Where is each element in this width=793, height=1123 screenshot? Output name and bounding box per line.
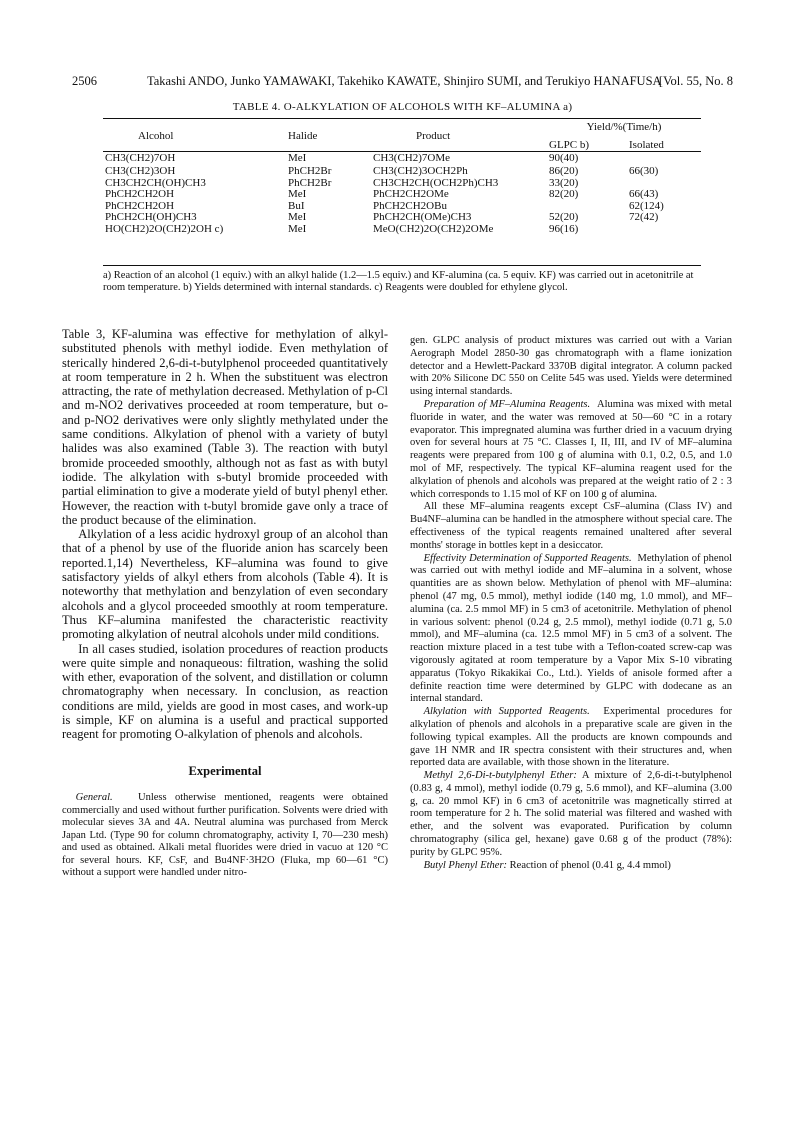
table-footnote: a) Reaction of an alcohol (1 equiv.) with an alkyl halide (1.2—1.5 equiv.) and KF-alumina (ca. 5 equiv. KF) was carried out in acetonitrile at room temperature. b) Yields determined with internal standards. c) Reagents were doubled for ethylene glycol. — [103, 270, 694, 294]
author-line: Takashi ANDO, Junko YAMAWAKI, Takehiko KAWATE, Shinjiro SUMI, and Terukiyo HANAFUSA — [147, 74, 662, 88]
paragraph: gen. GLPC analysis of product mixtures was carried out with a Varian Aerograph Model 2850-30 gas chromatograph with a flame ionization detector and a Hewlett-Packard 3370B digital integrator. A column packed with 20% Silicone DC 550 on Celite 545 was used. Yields were determined using internal standards. — [410, 335, 732, 398]
cell-glpc: 33(20) — [549, 176, 579, 189]
cell-halide: PhCH2Br — [288, 176, 332, 189]
cell-halide: MeI — [288, 222, 307, 235]
paragraph-text: Experimental procedures for alkylation of phenols and alcohols in a preparative scale are given in the following typical examples. All the products are known compounds and gave 1H NMR and IR spectra consistent with their structures and, when reported data are available, with those shown in the literature. — [410, 706, 732, 769]
paragraph-methyl-ether — [410, 770, 732, 860]
cell-product: CH3CH2CH(OCH2Ph)CH3 — [373, 176, 499, 189]
col-header-halide: Halide — [288, 129, 318, 142]
cell-product: CH3(CH2)3OCH2Ph — [373, 165, 468, 177]
table-caption: TABLE 4. O-ALKYLATION OF ALCOHOLS WITH KF–ALUMINA a) — [232, 101, 573, 113]
left-column — [62, 327, 388, 880]
run-in-heading: Preparation of MF–Alumina Reagents. — [423, 398, 591, 410]
paragraph-butyl-ether — [410, 860, 732, 873]
cell-isolated: 72(42) — [629, 211, 659, 224]
cell-glpc: 86(20) — [549, 165, 579, 177]
paragraph-text: Unless otherwise mentioned, reagents were obtained commercially and used without further purification. Solvents were dried with molecular sieves 3A and 4A. Neutral alumina was purchased from Merck Japan Ltd. (Type 90 for column chromatography, activity I, 70—230 mesh) and used as obtained. Alkali metal fluorides were dried in vacuo at 120 °C for several hours. KF, CsF, and Bu4NF·3H2O (Fluka, mp 60—61 °C) without a support were handled under nitro- — [62, 791, 389, 879]
paragraph-text: Reaction of phenol (0.41 g, 4.4 mmol) — [509, 859, 671, 871]
cell-halide: MeI — [288, 152, 307, 164]
table-top-rule — [103, 118, 701, 119]
cell-glpc: 82(20) — [549, 188, 579, 201]
run-in-heading: Butyl Phenyl Ether: — [423, 859, 508, 871]
col-header-glpc: GLPC b) — [549, 139, 590, 152]
cell-alcohol: CH3CH2CH(OH)CH3 — [105, 176, 206, 189]
run-in-heading: Methyl 2,6-Di-t-butylphenyl Ether: — [423, 770, 577, 782]
paragraph-text: A mixture of 2,6-di-t-butylphenol (0.83 g, 4 mmol), methyl iodide (0.79 g, 5.6 mmol), and KF–alumina (3.00 g, ca. 20 mmol KF) in 6 cm3 of acetonitrile was magnetically stirred at room temperature for 2 h. The solid material was filtered and washed with ether, and the solvent was evaporated. Purification by column chromatography (silica gel, hexane) gave 0.68 g of the product (78%): purity by GLPC 95%. — [410, 770, 732, 858]
col-header-yield: Yield/%(Time/h) — [586, 120, 662, 133]
cell-alcohol: CH3(CH2)7OH — [105, 152, 176, 164]
table-row — [103, 166, 701, 178]
right-column — [410, 335, 732, 872]
page-number: 2506 — [72, 74, 97, 88]
cell-isolated — [617, 224, 701, 236]
cell-product: PhCH2CH(OMe)CH3 — [373, 211, 472, 224]
paragraph-effectivity — [410, 553, 732, 707]
cell-product: CH3(CH2)7OMe — [373, 152, 450, 164]
col-header-product: Product — [416, 129, 451, 142]
paragraph-alkylation — [410, 706, 732, 770]
paragraph: Table 3, KF-alumina was effective for methylation of alkyl-substituted phenols with methyl iodide. Even methylation of sterically hindered 2,6-di-t-butylphenol proceeded quantitatively at room temperature in 2 h. When the substituent was electron attracting, the rate of methylation decreased. Methylation of p-Cl and m-NO2 derivatives proceeded at room temperature, but o- and p-NO2 derivatives were only slightly methylated under the same conditions. Alkylation of phenol with a variety of butyl halides was also examined (Table 3). The reaction with butyl bromide proceeded smoothly, although not as fast as with butyl iodide. The alkylation with s-butyl bromide proceeded with partial elimination to give a moderate yield of butyl phenyl ether. However, the reaction with t-butyl bromide gave only a trace of the product because of the elimination. — [62, 327, 388, 527]
paragraph: Alkylation of a less acidic hydroxyl group of an alcohol than that of a phenol by use of the fluoride anion has scarcely been reported.1,14) Nevertheless, KF–alumina was found to give satisfactory yields of alkyl ethers from alcohols (Table 4). It is noteworthy that methylation and benzylation of even secondary alcohols and a glycol proceeded smoothly at room temperature. Thus KF–alumina manifested the characteristic reactivity promoting alkylation of neutral alcohols under mild conditions. — [62, 527, 388, 642]
table-row — [103, 224, 701, 236]
cell-halide: MeI — [288, 188, 307, 201]
paragraph-preparation — [410, 399, 732, 501]
cell-product: PhCH2CH2OMe — [373, 188, 449, 201]
paragraph: All these MF–alumina reagents except CsF–alumina (Class IV) and Bu4NF–alumina can be handled in the atmosphere without special care. The effectiveness of the typical reagents remained unaltered after several months' storage in bottles kept in a desiccator. — [410, 501, 732, 551]
cell-isolated: 66(30) — [629, 165, 659, 177]
table-bottom-rule — [103, 265, 701, 266]
cell-glpc: 52(20) — [549, 211, 579, 224]
cell-product: MeO(CH2)2O(CH2)2OMe — [373, 222, 494, 235]
cell-alcohol: CH3(CH2)3OH — [105, 165, 176, 177]
run-in-heading: Effectivity Determination of Supported Reagents. — [423, 552, 632, 564]
col-header-isolated: Isolated — [629, 139, 664, 152]
cell-isolated: 62(124) — [629, 199, 664, 212]
cell-alcohol: PhCH2CH(OH)CH3 — [105, 211, 197, 224]
alkylation-table — [103, 120, 701, 236]
paragraph-general — [62, 792, 388, 880]
paragraph-text: Alumina was mixed with metal fluoride in water, and the water was removed at 50—60 °C in a rotary evaporator. This impregnated alumina was further dried in a vacuum drying oven for several hours at 75 °C. Classes I, II, III, and IV of MF–alumina reagents were prepared from 100 g of alumina with 0.1, 0.2, 0.5, and 1.0 mol of MF, respectively. The typical KF–alumina reagent used for the alkylation of phenols and alcohols was prepared at the weight ratio of 2 : 3 which corresponds to 1.15 mol of KF on 100 g of alumina. — [410, 398, 733, 500]
cell-halide: MeI — [288, 211, 307, 224]
cell-glpc: 96(16) — [549, 222, 579, 235]
cell-product: PhCH2CH2OBu — [373, 199, 447, 212]
cell-isolated: 66(43) — [629, 188, 659, 201]
cell-alcohol: PhCH2CH2OH — [105, 188, 175, 201]
cell-halide: PhCH2Br — [288, 165, 332, 177]
section-heading-experimental: Experimental — [188, 763, 262, 778]
cell-alcohol: HO(CH2)2O(CH2)2OH c) — [105, 222, 224, 235]
cell-alcohol: PhCH2CH2OH — [105, 199, 175, 212]
cell-halide: BuI — [288, 199, 305, 212]
paragraph-text: Methylation of phenol was carried out with methyl iodide and MF–alumina in a solvent, whose quantities are as shown below. Methylation of phenol with MF–alumina: phenol (47 mg, 0.5 mmol), methyl iodide (140 mg, 1.0 mmol), and MF–alumina (ca. 2.5 mmol MF) in 5 cm3 of acetonitrile. Methylation of phenol in various solvent: phenol (0.24 g, 2.5 mmol), methyl iodide (0.71 g, 5.0 mmol), and MF–alumina (ca. 12.5 mmol MF) in 5 cm3 of a solvent. The reaction mixture placed in a test tube with a Teflon-coated screw-cap was vigorously agitated at room temperature by a Vapor Mix S-10 vibrating apparatus (Tokyo Rikakikai Co., Ltd.). Yields of anisole formed after a definite reaction time were determined by GLPC with dodecane as an internal standard. — [410, 552, 733, 705]
run-in-heading: Alkylation with Supported Reagents. — [423, 706, 590, 718]
col-header-alcohol: Alcohol — [138, 129, 174, 142]
cell-glpc: 90(40) — [549, 152, 579, 164]
volume-info: [Vol. 55, No. 8 — [658, 74, 733, 88]
paragraph: In all cases studied, isolation procedures of reaction products were quite simple and nonaqueous: filtration, washing the solid with ether, evaporation of the solvent, and distillation or column chromatography when necessary. In conclusion, as reaction conditions are mild, yields are good in most cases, and work-up is simple, KF on alumina is a useful and practical supported reagent for promoting O-alkylation of phenols and alcohols. — [62, 641, 388, 742]
run-in-heading: General. — [75, 791, 113, 803]
